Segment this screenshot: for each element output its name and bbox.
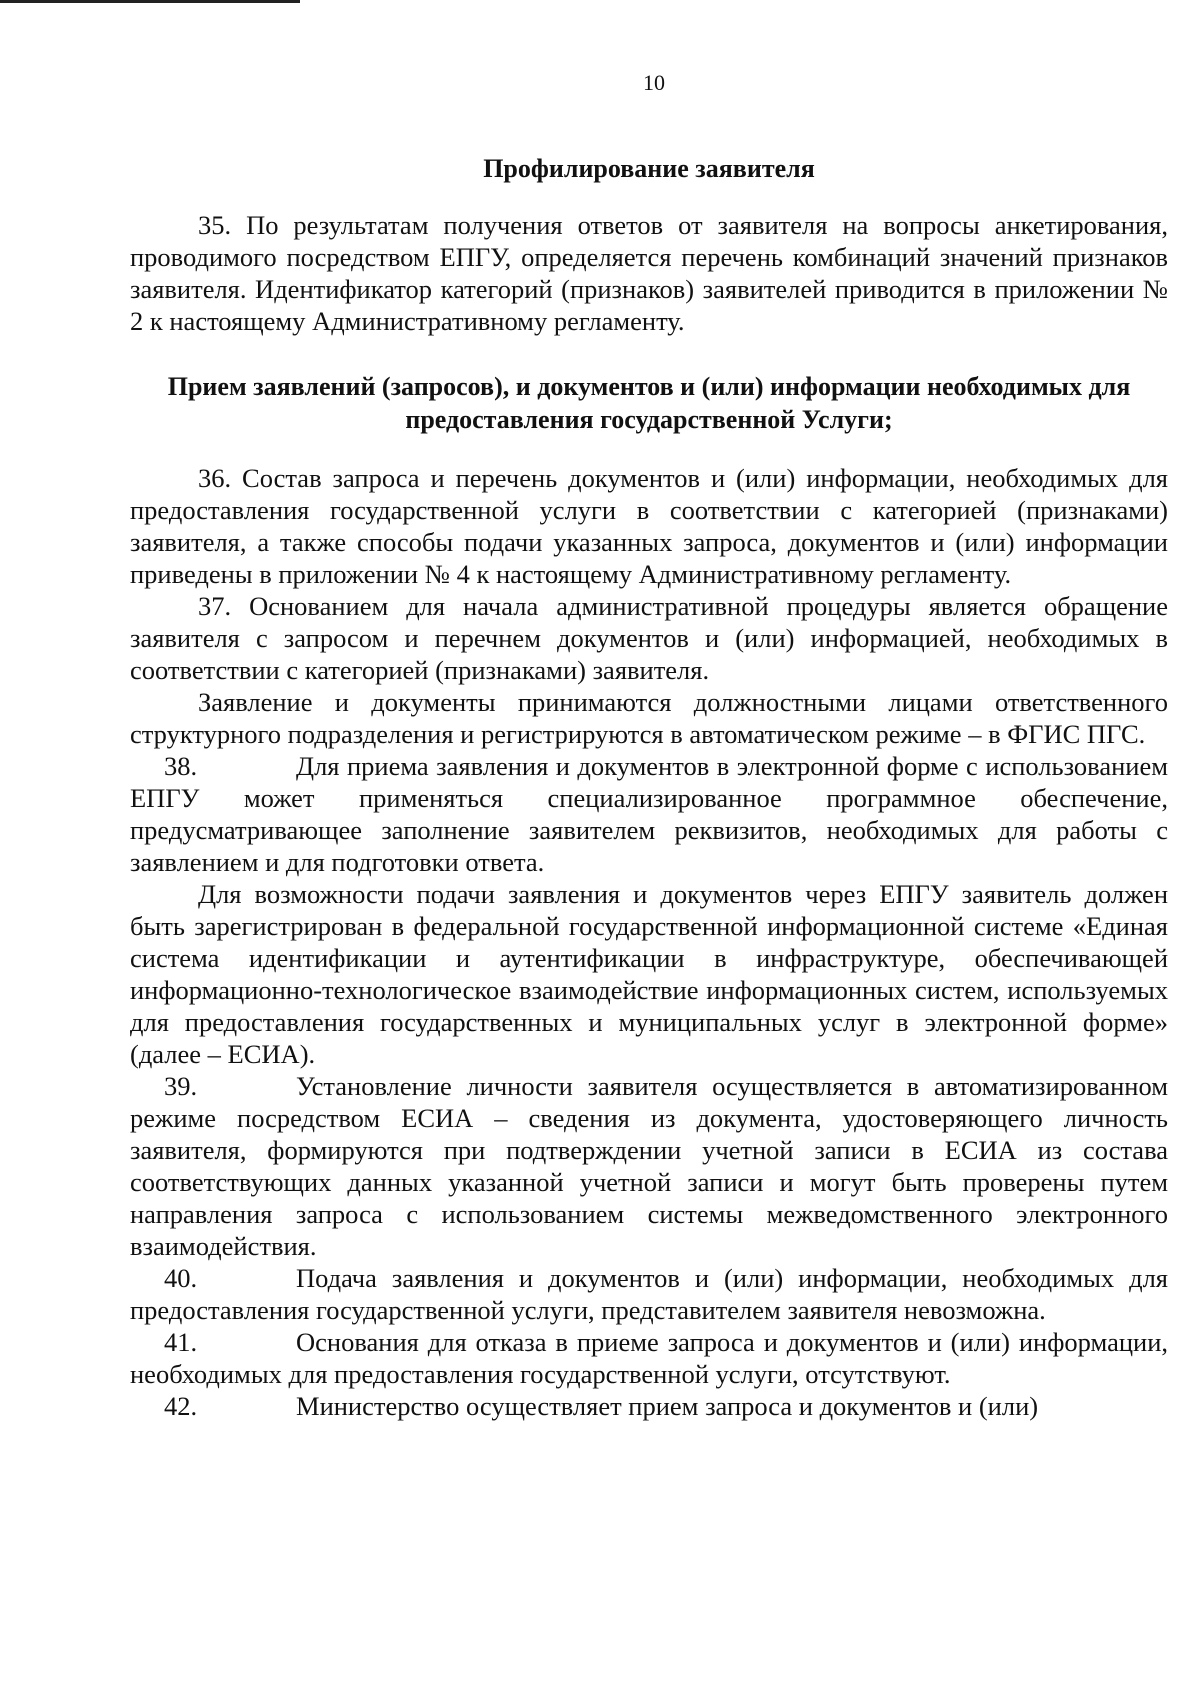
section-heading-reception: Прием заявлений (запросов), и документов и (или) информации необходимых для предоставления государственной Услуги; [167,372,1131,434]
paragraph-38-continued: Для возможности подачи заявления и документов через ЕПГУ заявитель должен быть зарегистрирован в федеральной государственной информационной системе «Единая система идентификации и аутентификации в инфраструктуре, обеспечивающей информационно-технологическое взаимодействие информационных систем, используемых для предоставления государственных и муниципальных услуг в электронной форме» (далее – ЕСИА). [130,879,1168,1069]
item-text: Подача заявления и документов и (или) информации, необходимых для предоставления государственной услуги, представителем заявителя невозможна. [130,1263,1168,1325]
item-number: 41. [164,1327,198,1357]
document-page [130,60,1168,1422]
item-text: Установление личности заявителя осуществляется в автоматизированном режиме посредством ЕСИА – сведения из документа, удостоверяющего личность заявителя, формируются при подтверждении учетной записи в ЕСИА из состава соответствующих данных указанной учетной записи и могут быть проверены путем направления запроса с использованием системы межведомственного электронного взаимодействия. [130,1071,1168,1261]
paragraph-41 [130,1326,1168,1390]
paragraph-36: 36. Состав запроса и перечень документов и (или) информации, необходимых для предоставления государственной услуги в соответствии с категорией (признаками) заявителя, а также способы подачи указанных запроса, документов и (или) информации приведены в приложении № 4 к настоящему Административному регламенту. [130,463,1168,589]
paragraph-37: 37. Основанием для начала административной процедуры является обращение заявителя с запросом и перечнем документов и (или) информацией, необходимых в соответствии с категорией (признаками) заявителя. [130,591,1168,685]
item-number: 40. [164,1263,198,1293]
scan-edge-mark [0,0,300,3]
section-heading-profiling: Профилирование заявителя [483,154,815,183]
item-number: 38. [164,751,198,781]
paragraph-37-continued: Заявление и документы принимаются должностными лицами ответственного структурного подразделения и регистрируются в автоматическом режиме – в ФГИС ПГС. [130,687,1168,749]
paragraph-38 [130,750,1168,878]
item-number: 42. [164,1391,198,1421]
paragraph-42 [130,1390,1168,1422]
paragraph-40 [130,1262,1168,1326]
item-text: Для приема заявления и документов в электронной форме с использованием ЕПГУ может применяться специализированное программное обеспечение, предусматривающее заполнение заявителем реквизитов, необходимых для работы с заявлением и для подготовки ответа. [130,751,1168,877]
page-number: 10 [643,70,665,95]
paragraph-35: 35. По результатам получения ответов от заявителя на вопросы анкетирования, проводимого посредством ЕПГУ, определяется перечень комбинаций значений признаков заявителя. Идентификатор категорий (признаков) заявителей приводится в приложении № 2 к настоящему Административному регламенту. [130,210,1168,336]
item-text: Министерство осуществляет прием запроса и документов и (или) [296,1391,1039,1421]
paragraph-39 [130,1070,1168,1262]
item-text: Основания для отказа в приеме запроса и документов и (или) информации, необходимых для предоставления государственной услуги, отсутствуют. [130,1327,1168,1389]
item-number: 39. [164,1071,198,1101]
